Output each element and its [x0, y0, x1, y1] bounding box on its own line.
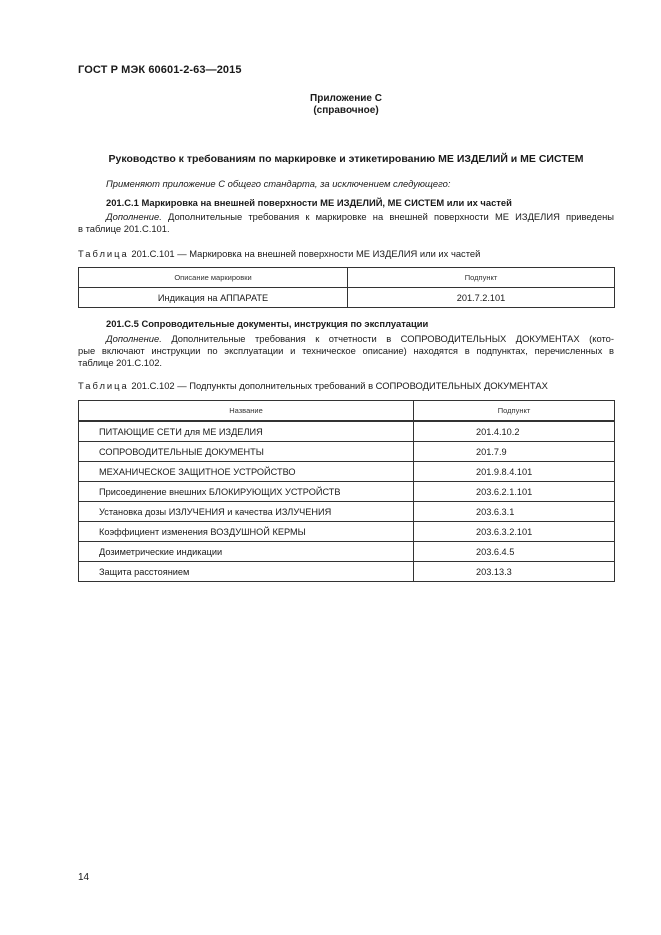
table-row: [79, 421, 615, 442]
intro-text: Применяют приложение С общего стандарта, за исключением следующего:: [106, 178, 451, 189]
addition-label: Дополнение.: [106, 333, 162, 344]
table-cell: СОПРОВОДИТЕЛЬНЫЕ ДОКУМЕНТЫ: [79, 442, 414, 462]
clause-c5-line1: [78, 333, 614, 345]
table-row: [79, 442, 615, 462]
column-header: Подпункт: [348, 268, 615, 288]
table-row: [79, 462, 615, 482]
table-cell: 203.6.3.1: [414, 502, 615, 522]
table1-caption-text: 201.С.101 — Маркировка на внешней поверхности МЕ ИЗДЕЛИЯ или их частей: [131, 248, 481, 259]
table-cell: Коэффициент изменения ВОЗДУШНОЙ КЕРМЫ: [79, 522, 414, 542]
table2-caption: [78, 380, 548, 392]
column-header: Подпункт: [414, 401, 615, 422]
clause-c1-line1: [78, 211, 614, 223]
table-cell: Дозиметрические индикации: [79, 542, 414, 562]
table-row: [79, 482, 615, 502]
table2-caption-prefix: Таблица: [78, 380, 129, 391]
table1-caption-prefix: Таблица: [78, 248, 129, 259]
clause-c5-heading: 201.C.5 Сопроводительные документы, инструкция по эксплуатации: [106, 318, 429, 329]
table-header-row: [79, 268, 615, 288]
addition-text: Дополнительные требования к отчетности в СОПРОВОДИТЕЛЬНЫХ ДОКУМЕНТАХ (кото-: [171, 333, 615, 344]
clause-c5-line2: рые включают инструкции по эксплуатации и техническое описание) находятся в подпунктах, перечисленных в: [78, 345, 614, 356]
table-cell: 203.6.3.2.101: [414, 522, 615, 542]
table-cell: 201.4.10.2: [414, 421, 615, 442]
table-cell: 201.7.9: [414, 442, 615, 462]
page-number: 14: [78, 872, 90, 883]
table-cell: 203.13.3: [414, 562, 615, 582]
table-cell: Защита расстоянием: [79, 562, 414, 582]
table2-caption-text: 201.С.102 — Подпункты дополнительных требований в СОПРОВОДИТЕЛЬНЫХ ДОКУМЕНТАХ: [131, 380, 548, 391]
table-header-row: [79, 401, 615, 422]
table-row: [79, 542, 615, 562]
table-row: [79, 522, 615, 542]
table-cell: 203.6.2.1.101: [414, 482, 615, 502]
column-header: Название: [79, 401, 414, 422]
column-header: Описание маркировки: [79, 268, 348, 288]
table-row: [79, 562, 615, 582]
annex-type: (справочное): [313, 105, 379, 116]
standard-header: ГОСТ Р МЭК 60601-2-63—2015: [78, 64, 242, 76]
table1-caption: [78, 248, 480, 260]
annex-heading: [0, 93, 661, 117]
table-cell: Установка дозы ИЗЛУЧЕНИЯ и качества ИЗЛУЧЕНИЯ: [79, 502, 414, 522]
section-title: Руководство к требованиям по маркировке и этикетированию МЕ ИЗДЕЛИЙ и МЕ СИСТЕМ: [108, 153, 584, 165]
table-cell: МЕХАНИЧЕСКОЕ ЗАЩИТНОЕ УСТРОЙСТВО: [79, 462, 414, 482]
table-cell: 201.7.2.101: [348, 288, 615, 308]
table-cell: Присоединение внешних БЛОКИРУЮЩИХ УСТРОЙСТВ: [79, 482, 414, 502]
clause-c1-line2: в таблице 201.С.101.: [78, 223, 170, 234]
clause-c5-line3: таблице 201.С.102.: [78, 357, 163, 368]
table-cell: Индикация на АППАРАТЕ: [79, 288, 348, 308]
table-201-c-101: [78, 267, 615, 308]
clause-c1-heading: 201.C.1 Маркировка на внешней поверхности МЕ ИЗДЕЛИЙ, МЕ СИСТЕМ или их частей: [106, 197, 512, 208]
addition-text: Дополнительные требования к маркировке на внешней поверхности МЕ ИЗДЕЛИЯ приведены: [168, 211, 615, 222]
table-201-c-102: [78, 400, 615, 582]
table-row: [79, 502, 615, 522]
table-row: [79, 288, 615, 308]
table-cell: 203.6.4.5: [414, 542, 615, 562]
annex-title: Приложение С: [310, 93, 382, 104]
addition-label: Дополнение.: [106, 211, 162, 222]
table-cell: 201.9.8.4.101: [414, 462, 615, 482]
table-cell: ПИТАЮЩИЕ СЕТИ для МЕ ИЗДЕЛИЯ: [79, 421, 414, 442]
